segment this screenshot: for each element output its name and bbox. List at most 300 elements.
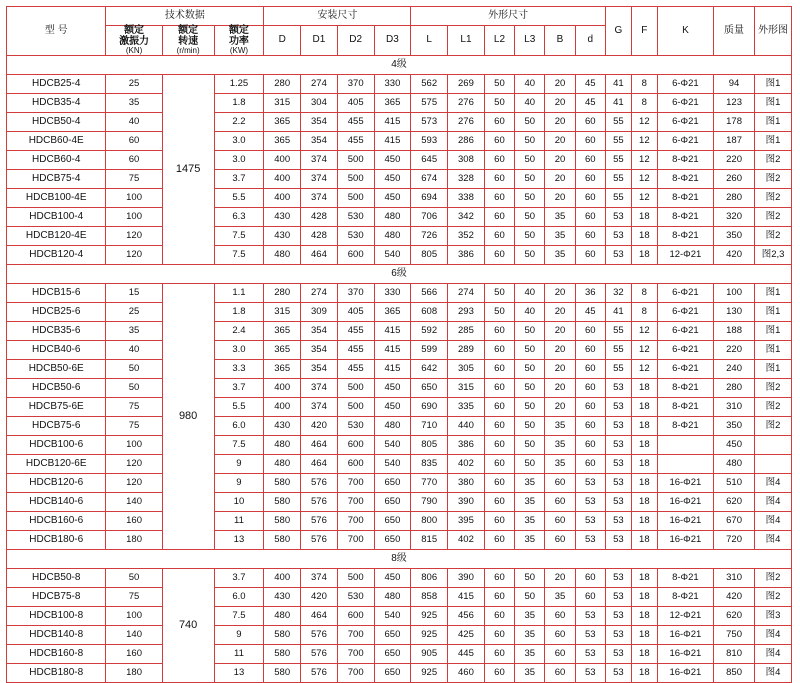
- cell-model: HDCB75-8: [7, 588, 106, 607]
- cell-power: 11: [214, 645, 264, 664]
- cell-model: HDCB60-4: [7, 151, 106, 170]
- cell-L3: 50: [515, 455, 545, 474]
- cell-L2: 50: [484, 284, 514, 303]
- cell-d: 36: [575, 284, 605, 303]
- cell-D1: 576: [301, 493, 338, 512]
- specification-table: [6, 6, 792, 683]
- cell-L: 805: [411, 436, 448, 455]
- cell-model: HDCB50-8: [7, 569, 106, 588]
- cell-d: 53: [575, 607, 605, 626]
- cell-mass: 178: [714, 113, 755, 132]
- cell-D1: 354: [301, 322, 338, 341]
- cell-exciting-force: 120: [106, 474, 162, 493]
- cell-D2: 600: [337, 436, 374, 455]
- cell-L3: 35: [515, 474, 545, 493]
- cell-D1: 354: [301, 113, 338, 132]
- cell-model: HDCB120-4: [7, 246, 106, 265]
- cell-D3: 480: [374, 588, 411, 607]
- cell-B: 35: [545, 436, 575, 455]
- cell-L1: 415: [448, 588, 485, 607]
- cell-B: 20: [545, 75, 575, 94]
- cell-mass: 420: [714, 246, 755, 265]
- cell-L: 925: [411, 626, 448, 645]
- cell-D2: 700: [337, 664, 374, 683]
- cell-L: 806: [411, 569, 448, 588]
- cell-D: 580: [264, 512, 301, 531]
- cell-D: 480: [264, 246, 301, 265]
- group-title: 6级: [7, 265, 792, 284]
- cell-F: 12: [631, 189, 657, 208]
- cell-L: 790: [411, 493, 448, 512]
- cell-F: 18: [631, 493, 657, 512]
- cell-K: 6-Φ21: [657, 284, 713, 303]
- cell-exciting-force: 180: [106, 531, 162, 550]
- cell-power: 3.3: [214, 360, 264, 379]
- cell-L2: 60: [484, 398, 514, 417]
- cell-d: 53: [575, 493, 605, 512]
- cell-D2: 500: [337, 569, 374, 588]
- cell-L1: 286: [448, 132, 485, 151]
- cell-power: 3.7: [214, 569, 264, 588]
- cell-L3: 50: [515, 436, 545, 455]
- cell-L2: 60: [484, 189, 514, 208]
- cell-power: 6.0: [214, 588, 264, 607]
- cell-G: 55: [605, 322, 631, 341]
- cell-K: 6-Φ21: [657, 303, 713, 322]
- cell-fig: 图4: [755, 664, 792, 683]
- cell-mass: 310: [714, 398, 755, 417]
- cell-D2: 700: [337, 626, 374, 645]
- cell-L1: 335: [448, 398, 485, 417]
- cell-L: 599: [411, 341, 448, 360]
- cell-speed: 740: [162, 569, 214, 683]
- cell-L2: 50: [484, 94, 514, 113]
- cell-L1: 274: [448, 284, 485, 303]
- cell-D2: 455: [337, 132, 374, 151]
- cell-mass: 310: [714, 569, 755, 588]
- cell-mass: 187: [714, 132, 755, 151]
- cell-L: 925: [411, 664, 448, 683]
- header-d: d: [575, 26, 605, 56]
- cell-B: 20: [545, 379, 575, 398]
- cell-L3: 50: [515, 379, 545, 398]
- cell-L1: 289: [448, 341, 485, 360]
- cell-mass: 620: [714, 493, 755, 512]
- cell-L1: 386: [448, 436, 485, 455]
- cell-L2: 60: [484, 113, 514, 132]
- cell-model: HDCB75-6: [7, 417, 106, 436]
- cell-mass: 510: [714, 474, 755, 493]
- cell-G: 53: [605, 531, 631, 550]
- cell-model: HDCB120-4E: [7, 227, 106, 246]
- cell-fig: 图1: [755, 113, 792, 132]
- cell-d: 53: [575, 664, 605, 683]
- cell-exciting-force: 25: [106, 75, 162, 94]
- cell-K: 16-Φ21: [657, 626, 713, 645]
- table-row: [7, 303, 792, 322]
- cell-exciting-force: 50: [106, 360, 162, 379]
- cell-D: 400: [264, 569, 301, 588]
- cell-exciting-force: 75: [106, 170, 162, 189]
- table-row: [7, 75, 792, 94]
- cell-L2: 60: [484, 474, 514, 493]
- cell-D1: 420: [301, 417, 338, 436]
- cell-d: 53: [575, 645, 605, 664]
- cell-L3: 50: [515, 341, 545, 360]
- cell-power: 3.7: [214, 379, 264, 398]
- cell-mass: 720: [714, 531, 755, 550]
- cell-D1: 576: [301, 512, 338, 531]
- header-K: K: [657, 7, 713, 56]
- cell-L2: 60: [484, 512, 514, 531]
- cell-L: 770: [411, 474, 448, 493]
- cell-fig: 图1: [755, 341, 792, 360]
- cell-K: 16-Φ21: [657, 474, 713, 493]
- cell-K: 8-Φ21: [657, 569, 713, 588]
- cell-D1: 464: [301, 455, 338, 474]
- cell-power: 1.1: [214, 284, 264, 303]
- cell-L2: 60: [484, 341, 514, 360]
- cell-D2: 370: [337, 75, 374, 94]
- cell-D3: 450: [374, 170, 411, 189]
- cell-mass: 320: [714, 208, 755, 227]
- cell-K: 16-Φ21: [657, 493, 713, 512]
- cell-D2: 600: [337, 246, 374, 265]
- cell-power: 3.7: [214, 170, 264, 189]
- cell-B: 20: [545, 189, 575, 208]
- cell-model: HDCB180-6: [7, 531, 106, 550]
- cell-D: 315: [264, 303, 301, 322]
- cell-d: 60: [575, 246, 605, 265]
- cell-fig: 图1: [755, 94, 792, 113]
- cell-power: 10: [214, 493, 264, 512]
- cell-mass: 450: [714, 436, 755, 455]
- cell-G: 53: [605, 417, 631, 436]
- cell-model: HDCB50-6E: [7, 360, 106, 379]
- cell-G: 41: [605, 94, 631, 113]
- cell-L2: 60: [484, 170, 514, 189]
- cell-D1: 304: [301, 94, 338, 113]
- cell-D3: 480: [374, 208, 411, 227]
- header-exciting-force: 额定 激振力 (KN): [106, 26, 162, 56]
- cell-F: 8: [631, 303, 657, 322]
- cell-exciting-force: 40: [106, 113, 162, 132]
- cell-K: 6-Φ21: [657, 94, 713, 113]
- cell-D3: 365: [374, 303, 411, 322]
- cell-D: 430: [264, 227, 301, 246]
- cell-D1: 420: [301, 588, 338, 607]
- cell-L: 690: [411, 398, 448, 417]
- cell-D3: 650: [374, 664, 411, 683]
- cell-L: 645: [411, 151, 448, 170]
- cell-model: HDCB50-6: [7, 379, 106, 398]
- group-title-row: [7, 265, 792, 284]
- cell-B: 60: [545, 493, 575, 512]
- cell-L1: 328: [448, 170, 485, 189]
- cell-L1: 445: [448, 645, 485, 664]
- cell-D3: 365: [374, 94, 411, 113]
- cell-L3: 50: [515, 170, 545, 189]
- cell-L3: 35: [515, 512, 545, 531]
- cell-B: 35: [545, 588, 575, 607]
- header-power: 额定 功率 (KW): [214, 26, 264, 56]
- cell-D: 580: [264, 531, 301, 550]
- cell-L3: 40: [515, 303, 545, 322]
- cell-F: 8: [631, 75, 657, 94]
- header-row-groups: [7, 7, 792, 26]
- cell-fig: 图1: [755, 75, 792, 94]
- cell-D1: 354: [301, 132, 338, 151]
- cell-exciting-force: 140: [106, 626, 162, 645]
- cell-D: 580: [264, 474, 301, 493]
- cell-D1: 354: [301, 341, 338, 360]
- cell-D: 430: [264, 208, 301, 227]
- cell-D2: 455: [337, 360, 374, 379]
- cell-power: 13: [214, 664, 264, 683]
- cell-exciting-force: 100: [106, 189, 162, 208]
- cell-mass: 94: [714, 75, 755, 94]
- table-row: [7, 208, 792, 227]
- cell-G: 53: [605, 588, 631, 607]
- cell-L2: 60: [484, 132, 514, 151]
- cell-L2: 60: [484, 588, 514, 607]
- table-row: [7, 94, 792, 113]
- cell-L2: 50: [484, 75, 514, 94]
- cell-fig: 图2: [755, 379, 792, 398]
- cell-D3: 450: [374, 379, 411, 398]
- cell-D2: 700: [337, 645, 374, 664]
- cell-d: 60: [575, 360, 605, 379]
- cell-D1: 309: [301, 303, 338, 322]
- cell-G: 55: [605, 189, 631, 208]
- cell-K: 16-Φ21: [657, 531, 713, 550]
- table-row: [7, 151, 792, 170]
- header-model: 型 号: [7, 7, 106, 56]
- cell-model: HDCB100-4E: [7, 189, 106, 208]
- cell-D: 365: [264, 360, 301, 379]
- cell-power: 2.4: [214, 322, 264, 341]
- cell-model: HDCB60-4E: [7, 132, 106, 151]
- cell-G: 53: [605, 227, 631, 246]
- cell-L2: 60: [484, 360, 514, 379]
- cell-exciting-force: 120: [106, 227, 162, 246]
- cell-D3: 650: [374, 531, 411, 550]
- cell-B: 20: [545, 284, 575, 303]
- cell-fig: 图2: [755, 398, 792, 417]
- cell-d: 60: [575, 189, 605, 208]
- cell-model: HDCB140-8: [7, 626, 106, 645]
- cell-exciting-force: 100: [106, 208, 162, 227]
- cell-fig: 图2: [755, 569, 792, 588]
- cell-L1: 285: [448, 322, 485, 341]
- cell-D1: 374: [301, 379, 338, 398]
- cell-exciting-force: 160: [106, 512, 162, 531]
- cell-fig: 图4: [755, 512, 792, 531]
- cell-K: 8-Φ21: [657, 417, 713, 436]
- cell-fig: 图1: [755, 284, 792, 303]
- cell-B: 35: [545, 455, 575, 474]
- header-D: D: [264, 26, 301, 56]
- cell-D2: 500: [337, 379, 374, 398]
- cell-D: 580: [264, 626, 301, 645]
- cell-D: 480: [264, 436, 301, 455]
- cell-F: 18: [631, 246, 657, 265]
- header-D1: D1: [301, 26, 338, 56]
- header-D3: D3: [374, 26, 411, 56]
- cell-K: 6-Φ21: [657, 132, 713, 151]
- table-row: [7, 455, 792, 474]
- cell-model: HDCB35-6: [7, 322, 106, 341]
- cell-L: 710: [411, 417, 448, 436]
- cell-B: 35: [545, 227, 575, 246]
- group-title: 8级: [7, 550, 792, 569]
- cell-power: 3.0: [214, 341, 264, 360]
- cell-K: 6-Φ21: [657, 113, 713, 132]
- cell-L3: 50: [515, 227, 545, 246]
- cell-L3: 40: [515, 284, 545, 303]
- cell-L1: 338: [448, 189, 485, 208]
- cell-L1: 390: [448, 493, 485, 512]
- cell-B: 20: [545, 341, 575, 360]
- table-body: [7, 56, 792, 683]
- cell-D3: 450: [374, 151, 411, 170]
- cell-fig: 图4: [755, 645, 792, 664]
- cell-L3: 50: [515, 322, 545, 341]
- cell-d: 60: [575, 569, 605, 588]
- cell-d: 60: [575, 455, 605, 474]
- cell-L3: 35: [515, 607, 545, 626]
- cell-fig: 图1: [755, 303, 792, 322]
- cell-D1: 374: [301, 170, 338, 189]
- cell-F: 18: [631, 436, 657, 455]
- cell-D1: 374: [301, 151, 338, 170]
- cell-model: HDCB35-4: [7, 94, 106, 113]
- header-G: G: [605, 7, 631, 56]
- cell-model: HDCB100-6: [7, 436, 106, 455]
- cell-D3: 415: [374, 341, 411, 360]
- cell-K: 12-Φ21: [657, 246, 713, 265]
- cell-D2: 600: [337, 455, 374, 474]
- cell-L1: 390: [448, 569, 485, 588]
- cell-D3: 415: [374, 360, 411, 379]
- cell-exciting-force: 15: [106, 284, 162, 303]
- cell-F: 12: [631, 322, 657, 341]
- cell-D1: 576: [301, 664, 338, 683]
- cell-B: 20: [545, 303, 575, 322]
- cell-mass: 100: [714, 284, 755, 303]
- cell-D: 400: [264, 189, 301, 208]
- cell-D3: 415: [374, 113, 411, 132]
- cell-d: 60: [575, 227, 605, 246]
- cell-d: 60: [575, 417, 605, 436]
- cell-L: 726: [411, 227, 448, 246]
- cell-D2: 700: [337, 512, 374, 531]
- cell-G: 53: [605, 493, 631, 512]
- cell-D: 365: [264, 132, 301, 151]
- cell-D3: 650: [374, 512, 411, 531]
- cell-L2: 60: [484, 208, 514, 227]
- cell-mass: 260: [714, 170, 755, 189]
- table-row: [7, 436, 792, 455]
- cell-mass: 420: [714, 588, 755, 607]
- cell-fig: 图2: [755, 170, 792, 189]
- cell-G: 53: [605, 474, 631, 493]
- cell-L2: 60: [484, 322, 514, 341]
- table-row: [7, 227, 792, 246]
- cell-d: 53: [575, 531, 605, 550]
- cell-d: 60: [575, 132, 605, 151]
- cell-d: 53: [575, 626, 605, 645]
- cell-L2: 60: [484, 455, 514, 474]
- cell-D2: 700: [337, 493, 374, 512]
- cell-exciting-force: 140: [106, 493, 162, 512]
- table-row: [7, 170, 792, 189]
- cell-D1: 274: [301, 75, 338, 94]
- cell-L: 835: [411, 455, 448, 474]
- table-row: [7, 626, 792, 645]
- cell-D3: 450: [374, 398, 411, 417]
- cell-D2: 500: [337, 189, 374, 208]
- cell-model: HDCB75-6E: [7, 398, 106, 417]
- cell-L3: 35: [515, 664, 545, 683]
- table-row: [7, 379, 792, 398]
- header-tech-group: 技术数据: [106, 7, 264, 26]
- cell-power: 9: [214, 474, 264, 493]
- cell-L3: 50: [515, 189, 545, 208]
- cell-G: 55: [605, 113, 631, 132]
- cell-L1: 380: [448, 474, 485, 493]
- cell-mass: 188: [714, 322, 755, 341]
- cell-D3: 415: [374, 322, 411, 341]
- cell-B: 60: [545, 664, 575, 683]
- cell-L: 608: [411, 303, 448, 322]
- header-L2: L2: [484, 26, 514, 56]
- cell-G: 41: [605, 303, 631, 322]
- table-row: [7, 664, 792, 683]
- cell-L: 805: [411, 246, 448, 265]
- cell-mass: 220: [714, 151, 755, 170]
- cell-G: 55: [605, 341, 631, 360]
- cell-d: 60: [575, 322, 605, 341]
- cell-D: 580: [264, 645, 301, 664]
- cell-L: 575: [411, 94, 448, 113]
- cell-F: 18: [631, 474, 657, 493]
- cell-D3: 330: [374, 284, 411, 303]
- cell-D2: 700: [337, 474, 374, 493]
- header-install-group: 安装尺寸: [264, 7, 411, 26]
- cell-D3: 450: [374, 569, 411, 588]
- cell-F: 18: [631, 588, 657, 607]
- cell-d: 45: [575, 94, 605, 113]
- cell-model: HDCB120-6: [7, 474, 106, 493]
- cell-K: 6-Φ21: [657, 341, 713, 360]
- cell-speed: 980: [162, 284, 214, 550]
- cell-G: 53: [605, 436, 631, 455]
- cell-G: 41: [605, 75, 631, 94]
- cell-L1: 276: [448, 113, 485, 132]
- cell-L: 694: [411, 189, 448, 208]
- cell-L3: 50: [515, 360, 545, 379]
- cell-B: 20: [545, 170, 575, 189]
- cell-K: 8-Φ21: [657, 151, 713, 170]
- cell-d: 60: [575, 379, 605, 398]
- cell-power: 7.5: [214, 607, 264, 626]
- cell-L: 815: [411, 531, 448, 550]
- cell-mass: 480: [714, 455, 755, 474]
- cell-D2: 530: [337, 417, 374, 436]
- cell-K: [657, 455, 713, 474]
- cell-power: 6.0: [214, 417, 264, 436]
